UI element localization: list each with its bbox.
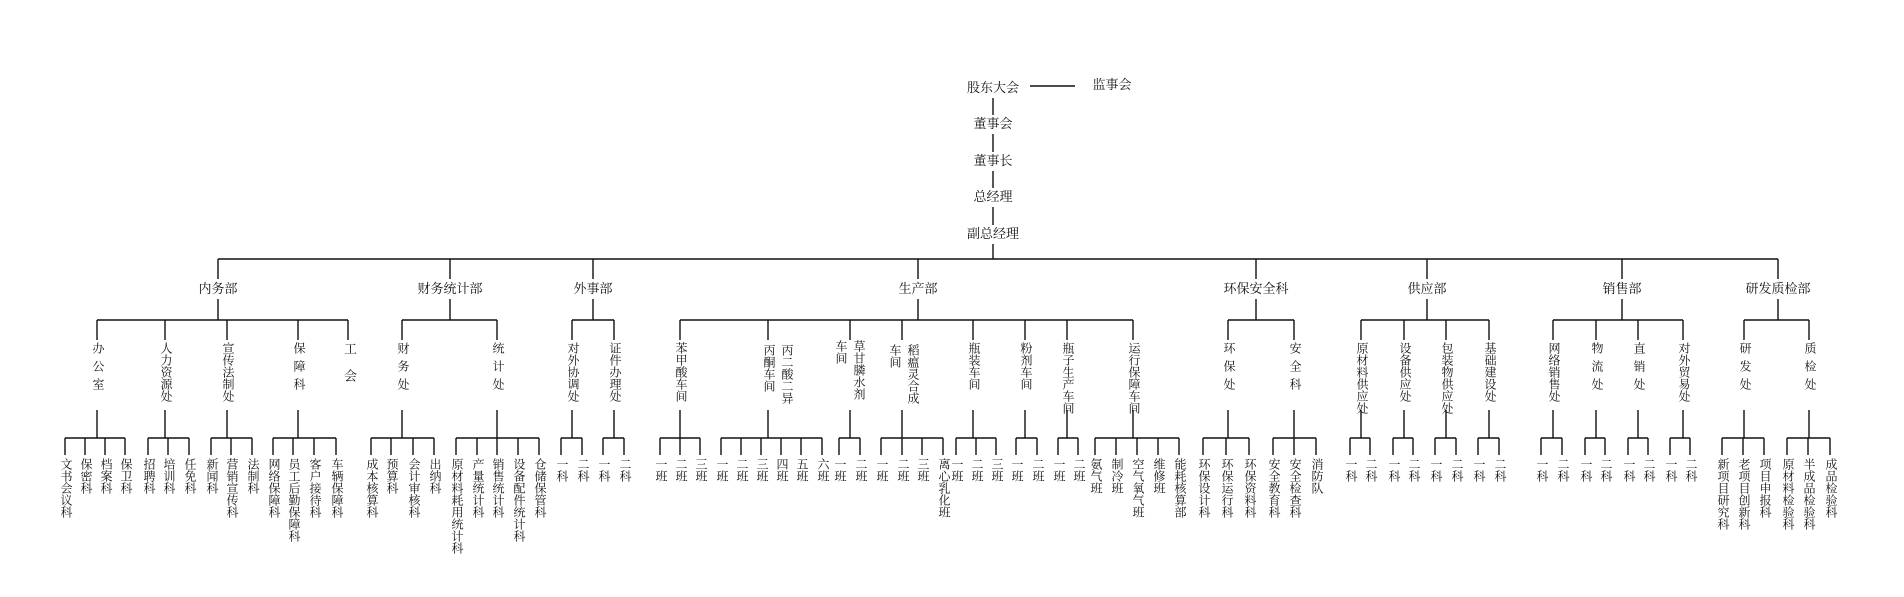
sub-unit-1-1: 统计处 <box>491 342 505 396</box>
unit-1-1-0: 原材料耗用统计科 <box>450 458 464 554</box>
unit-0-0-2: 档案科 <box>99 458 113 494</box>
sub-unit-3-1: 丙酮车间 <box>762 344 776 392</box>
department-4-box: 环保安全科 <box>1223 282 1289 297</box>
sub-unit-2-1: 证件办理处 <box>608 342 622 402</box>
sub-unit-6-1: 物流处 <box>1590 342 1604 396</box>
unit-3-5-3: 离心乳化班 <box>937 458 951 518</box>
unit-3-0-2: 三班 <box>694 458 708 482</box>
unit-3-7-1: 二班 <box>970 458 984 482</box>
unit-5-2-0: 一科 <box>1429 458 1443 482</box>
unit-6-1-1: 二科 <box>1599 458 1613 482</box>
unit-7-1-1: 半成品检验科 <box>1802 458 1816 530</box>
unit-6-1-0: 一科 <box>1579 458 1593 482</box>
department-2-box: 外事部 <box>573 282 613 297</box>
unit-7-0-0: 新项目研究科 <box>1716 458 1730 530</box>
unit-3-3-0: 一班 <box>833 458 847 482</box>
unit-2-0-1: 二科 <box>576 458 590 482</box>
unit-0-1-1: 培训科 <box>162 458 176 494</box>
unit-3-1-0: 一班 <box>715 458 729 482</box>
unit-3-3-1: 二班 <box>854 458 868 482</box>
unit-5-3-0: 一科 <box>1472 458 1486 482</box>
sub-unit-3-0: 苯甲酸车间 <box>674 342 688 402</box>
unit-0-2-1: 营销宣传科 <box>225 458 239 518</box>
sub-unit-6-3: 对外贸易处 <box>1677 342 1691 402</box>
sub-unit-4-1: 安全科 <box>1288 342 1302 396</box>
unit-0-2-0: 新闻科 <box>205 458 219 494</box>
unit-4-0-0: 环保设计科 <box>1197 458 1211 518</box>
unit-4-1-2: 消防队 <box>1310 458 1324 494</box>
unit-5-0-1: 二科 <box>1364 458 1378 482</box>
board-of-directors-box: 董事会 <box>973 117 1013 132</box>
sub-unit-3-7: 瓶装车间 <box>967 342 981 390</box>
sub-unit-3-5: 车间 <box>888 344 902 368</box>
unit-0-0-0: 文书会议科 <box>59 458 73 518</box>
unit-3-10-2: 空气氧气班 <box>1131 458 1145 518</box>
unit-3-1-3: 四班 <box>775 458 789 482</box>
department-5-box: 供应部 <box>1407 282 1447 297</box>
unit-5-1-1: 二科 <box>1407 458 1421 482</box>
supervisory-board-box: 监事会 <box>1092 78 1132 93</box>
unit-3-7-0: 一班 <box>950 458 964 482</box>
sub-unit-7-0: 研发处 <box>1738 342 1752 396</box>
unit-5-2-1: 二科 <box>1450 458 1464 482</box>
unit-3-9-0: 一班 <box>1052 458 1066 482</box>
unit-4-0-2: 环保资料科 <box>1243 458 1257 518</box>
unit-0-1-2: 任免科 <box>183 458 197 494</box>
sub-unit-0-3: 保障科 <box>292 342 306 396</box>
department-6-box: 销售部 <box>1602 282 1642 297</box>
sub-unit-3-10: 运行保障车间 <box>1127 342 1141 414</box>
unit-1-0-1: 预算科 <box>385 458 399 494</box>
unit-7-1-2: 成品检验科 <box>1824 458 1838 518</box>
department-1-box: 财务统计部 <box>417 282 483 297</box>
sub-unit-4-0: 环保处 <box>1222 342 1236 396</box>
unit-1-0-3: 出纳科 <box>428 458 442 494</box>
department-7-box: 研发质检部 <box>1745 282 1811 297</box>
unit-3-7-2: 三班 <box>990 458 1004 482</box>
unit-3-10-0: 氨气班 <box>1089 458 1103 494</box>
deputy-general-manager-box: 副总经理 <box>966 227 1020 242</box>
unit-5-3-1: 二科 <box>1493 458 1507 482</box>
sub-unit-6-2: 直销处 <box>1632 342 1646 396</box>
sub-unit-0-4: 工会 <box>341 342 356 396</box>
unit-3-1-1: 二班 <box>735 458 749 482</box>
unit-5-1-0: 一科 <box>1387 458 1401 482</box>
unit-1-0-2: 会计审核科 <box>407 458 421 518</box>
unit-3-10-4: 能耗核算部 <box>1173 458 1187 518</box>
unit-0-3-2: 客户接待科 <box>308 458 322 518</box>
unit-3-0-0: 一班 <box>654 458 668 482</box>
sub-unit-3-6: 稻瘟灵合成 <box>906 344 920 404</box>
sub-unit-3-2: 丙二酸二异 <box>780 344 794 404</box>
unit-6-2-0: 一科 <box>1622 458 1636 482</box>
unit-3-1-5: 六班 <box>816 458 830 482</box>
sub-unit-0-0: 办公室 <box>91 342 105 396</box>
unit-7-0-1: 老项目创新科 <box>1737 458 1751 530</box>
general-manager-box: 总经理 <box>973 190 1013 205</box>
unit-0-2-2: 法制科 <box>246 458 260 494</box>
sub-unit-5-0: 原材料供应处 <box>1355 342 1369 414</box>
unit-2-1-1: 二科 <box>618 458 632 482</box>
unit-6-0-1: 二科 <box>1556 458 1570 482</box>
unit-7-0-2: 项目申报科 <box>1758 458 1772 518</box>
unit-3-0-1: 二班 <box>674 458 688 482</box>
unit-6-0-0: 一科 <box>1535 458 1549 482</box>
department-3-box: 生产部 <box>898 282 938 297</box>
unit-4-1-1: 安全检查科 <box>1288 458 1302 518</box>
unit-3-1-2: 三班 <box>755 458 769 482</box>
unit-0-0-1: 保密科 <box>79 458 93 494</box>
unit-4-1-0: 安全教育科 <box>1267 458 1281 518</box>
shareholders-meeting-box: 股东大会 <box>966 81 1020 96</box>
sub-unit-1-0: 财务处 <box>396 342 410 396</box>
unit-3-5-2: 三班 <box>916 458 930 482</box>
unit-5-0-0: 一科 <box>1344 458 1358 482</box>
sub-unit-3-9: 瓶子生产车间 <box>1061 342 1075 414</box>
sub-unit-6-0: 网络销售处 <box>1547 342 1561 402</box>
unit-3-8-0: 一班 <box>1010 458 1024 482</box>
unit-7-1-0: 原材料检验科 <box>1781 458 1795 530</box>
unit-0-3-0: 网络保障科 <box>267 458 281 518</box>
unit-3-5-1: 二班 <box>896 458 910 482</box>
unit-3-10-1: 制冷班 <box>1110 458 1124 494</box>
unit-0-3-3: 车辆保障科 <box>330 458 344 518</box>
unit-3-10-3: 维修班 <box>1152 458 1166 494</box>
department-0-box: 内务部 <box>198 282 238 297</box>
unit-1-1-4: 仓储保管科 <box>533 458 547 518</box>
sub-unit-7-1: 质检处 <box>1803 342 1817 396</box>
unit-0-3-1: 员工后勤保障科 <box>287 458 301 542</box>
unit-6-3-1: 二科 <box>1684 458 1698 482</box>
unit-3-8-1: 二班 <box>1031 458 1045 482</box>
unit-2-1-0: 一科 <box>597 458 611 482</box>
sub-unit-0-2: 宣传法制处 <box>221 342 235 402</box>
sub-unit-0-1: 人力资源处 <box>159 342 173 402</box>
unit-1-0-0: 成本核算科 <box>365 458 379 518</box>
unit-1-1-3: 设备配件统计科 <box>512 458 526 542</box>
sub-unit-3-3: 车间 <box>834 340 848 364</box>
sub-unit-5-1: 设备供应处 <box>1398 342 1412 402</box>
unit-4-0-1: 环保运行科 <box>1220 458 1234 518</box>
unit-0-1-0: 招聘科 <box>142 458 156 494</box>
sub-unit-5-2: 包装物供应处 <box>1440 342 1454 414</box>
unit-3-9-1: 二班 <box>1072 458 1086 482</box>
chairman-box: 董事长 <box>973 154 1013 169</box>
unit-3-5-0: 一班 <box>875 458 889 482</box>
unit-1-1-1: 产量统计科 <box>471 458 485 518</box>
sub-unit-3-8: 粉剂车间 <box>1019 342 1033 390</box>
unit-6-2-1: 二科 <box>1642 458 1656 482</box>
sub-unit-3-4: 草甘膦水剂 <box>852 340 866 400</box>
unit-2-0-0: 一科 <box>555 458 569 482</box>
unit-3-1-4: 五班 <box>795 458 809 482</box>
sub-unit-2-0: 对外协调处 <box>566 342 580 402</box>
unit-6-3-0: 一科 <box>1664 458 1678 482</box>
unit-0-0-3: 保卫科 <box>119 458 133 494</box>
unit-1-1-2: 销售统计科 <box>491 458 505 518</box>
sub-unit-5-3: 基础建设处 <box>1483 342 1497 402</box>
